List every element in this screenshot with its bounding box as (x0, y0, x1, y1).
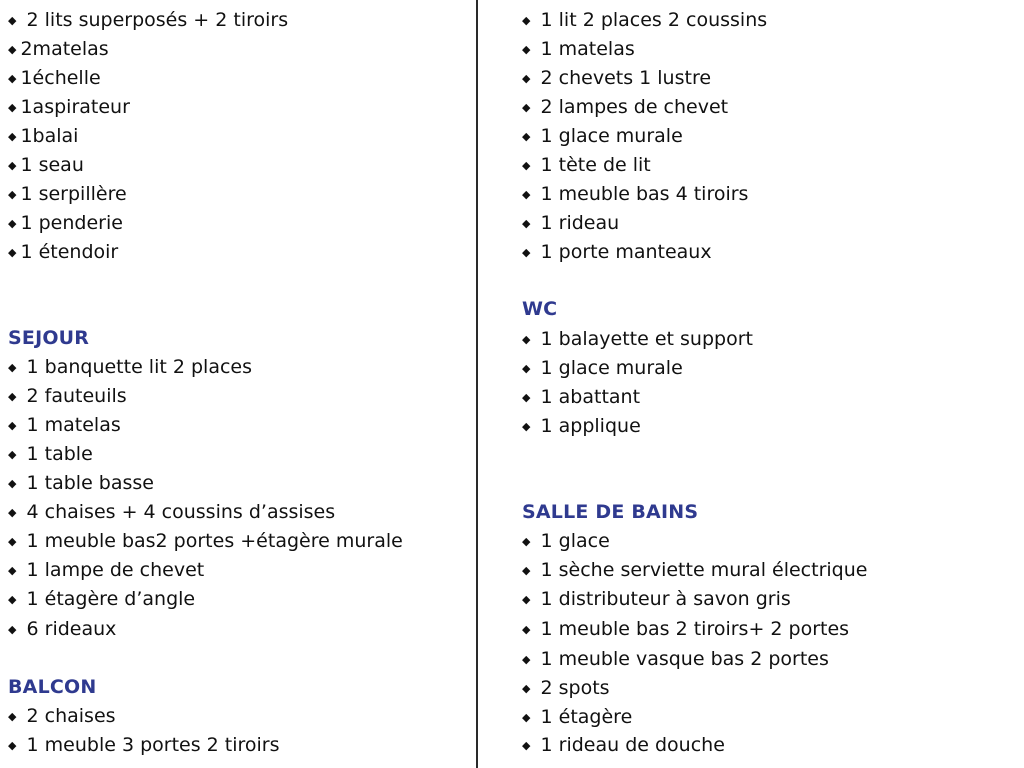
section-heading-balcon: BALCON (8, 676, 97, 698)
bullet-icon: ◆ (522, 623, 531, 636)
list-item: ◆ 1 lit 2 places 2 coussins (522, 9, 768, 31)
bullet-icon: ◆ (8, 246, 17, 259)
list-item: ◆ 1 porte manteaux (522, 241, 712, 263)
bullet-icon: ◆ (522, 217, 531, 230)
list-item: ◆ 1 tète de lit (522, 154, 651, 176)
bullet-icon: ◆ (8, 623, 17, 636)
list-item: ◆ 2 lits superposés + 2 tiroirs (8, 9, 289, 31)
bullet-icon: ◆ (522, 159, 531, 172)
list-item: ◆ 1 glace (522, 530, 610, 552)
list-item: ◆ 1 glace murale (522, 125, 683, 147)
bullet-icon: ◆ (8, 448, 17, 461)
list-item: ◆ 1aspirateur (8, 96, 130, 118)
list-item: ◆ 2matelas (8, 38, 109, 60)
bullet-icon: ◆ (522, 130, 531, 143)
list-item: ◆ 1 distributeur à savon gris (522, 588, 791, 610)
bullet-icon: ◆ (8, 43, 17, 56)
list-item: ◆ 1 seau (8, 154, 84, 176)
list-item: ◆ 1 étendoir (8, 241, 119, 263)
bullet-icon: ◆ (522, 14, 531, 27)
section-heading-sejour: SEJOUR (8, 327, 90, 349)
list-item: ◆ 1balai (8, 125, 79, 147)
bullet-icon: ◆ (522, 535, 531, 548)
list-item: ◆ 2 fauteuils (8, 385, 127, 407)
bullet-icon: ◆ (522, 362, 531, 375)
bullet-icon: ◆ (8, 14, 17, 27)
list-item: ◆ 1 lampe de chevet (8, 559, 205, 581)
list-item: ◆ 1 meuble bas 2 tiroirs+ 2 portes (522, 618, 850, 640)
list-item: ◆ 1 sèche serviette mural électrique (522, 559, 868, 581)
bullet-icon: ◆ (8, 217, 17, 230)
list-item: ◆ 1 matelas (522, 38, 635, 60)
list-item: ◆ 1 table basse (8, 472, 154, 494)
list-item: ◆ 1 banquette lit 2 places (8, 356, 253, 378)
bullet-icon: ◆ (8, 739, 17, 752)
bullet-icon: ◆ (522, 739, 531, 752)
list-item: ◆ 1 étagère (522, 706, 633, 728)
list-item: ◆ 6 rideaux (8, 618, 117, 640)
list-item: ◆ 2 spots (522, 677, 610, 699)
list-item: ◆ 1 meuble bas2 portes +étagère murale (8, 530, 403, 552)
bullet-icon: ◆ (522, 188, 531, 201)
list-item: ◆ 1 meuble bas 4 tiroirs (522, 183, 749, 205)
bullet-icon: ◆ (8, 101, 17, 114)
list-item: ◆ 1 serpillère (8, 183, 127, 205)
list-item: ◆ 1 matelas (8, 414, 121, 436)
bullet-icon: ◆ (8, 130, 17, 143)
bullet-icon: ◆ (8, 188, 17, 201)
list-item: ◆ 1 meuble vasque bas 2 portes (522, 648, 829, 670)
bullet-icon: ◆ (8, 506, 17, 519)
column-divider (476, 0, 478, 768)
list-item: ◆ 2 lampes de chevet (522, 96, 729, 118)
list-item: ◆ 1 abattant (522, 386, 641, 408)
list-item: ◆ 2 chaises (8, 705, 116, 727)
list-item: ◆ 1échelle (8, 67, 101, 89)
bullet-icon: ◆ (522, 246, 531, 259)
bullet-icon: ◆ (8, 710, 17, 723)
bullet-icon: ◆ (522, 72, 531, 85)
bullet-icon: ◆ (522, 391, 531, 404)
bullet-icon: ◆ (522, 101, 531, 114)
bullet-icon: ◆ (8, 564, 17, 577)
list-item: ◆ 1 penderie (8, 212, 123, 234)
section-heading-salle-de-bains: SALLE DE BAINS (522, 501, 699, 523)
bullet-icon: ◆ (8, 535, 17, 548)
list-item: ◆ 1 table (8, 443, 93, 465)
bullet-icon: ◆ (522, 711, 531, 724)
list-item: ◆ 1 meuble 3 portes 2 tiroirs (8, 734, 280, 756)
list-item: ◆ 1 rideau de douche (522, 734, 725, 756)
bullet-icon: ◆ (522, 333, 531, 346)
list-item: ◆ 1 applique (522, 415, 641, 437)
bullet-icon: ◆ (8, 390, 17, 403)
list-item: ◆ 1 rideau (522, 212, 620, 234)
bullet-icon: ◆ (522, 593, 531, 606)
bullet-icon: ◆ (8, 593, 17, 606)
bullet-icon: ◆ (8, 361, 17, 374)
list-item: ◆ 1 balayette et support (522, 328, 753, 350)
bullet-icon: ◆ (8, 159, 17, 172)
list-item: ◆ 2 chevets 1 lustre (522, 67, 712, 89)
bullet-icon: ◆ (522, 653, 531, 666)
bullet-icon: ◆ (522, 43, 531, 56)
bullet-icon: ◆ (8, 72, 17, 85)
bullet-icon: ◆ (522, 420, 531, 433)
list-item: ◆ 1 étagère d’angle (8, 588, 196, 610)
section-heading-wc: WC (522, 298, 558, 320)
bullet-icon: ◆ (522, 564, 531, 577)
list-item: ◆ 1 glace murale (522, 357, 683, 379)
bullet-icon: ◆ (8, 477, 17, 490)
bullet-icon: ◆ (522, 682, 531, 695)
bullet-icon: ◆ (8, 419, 17, 432)
list-item: ◆ 4 chaises + 4 coussins d’assises (8, 501, 336, 523)
